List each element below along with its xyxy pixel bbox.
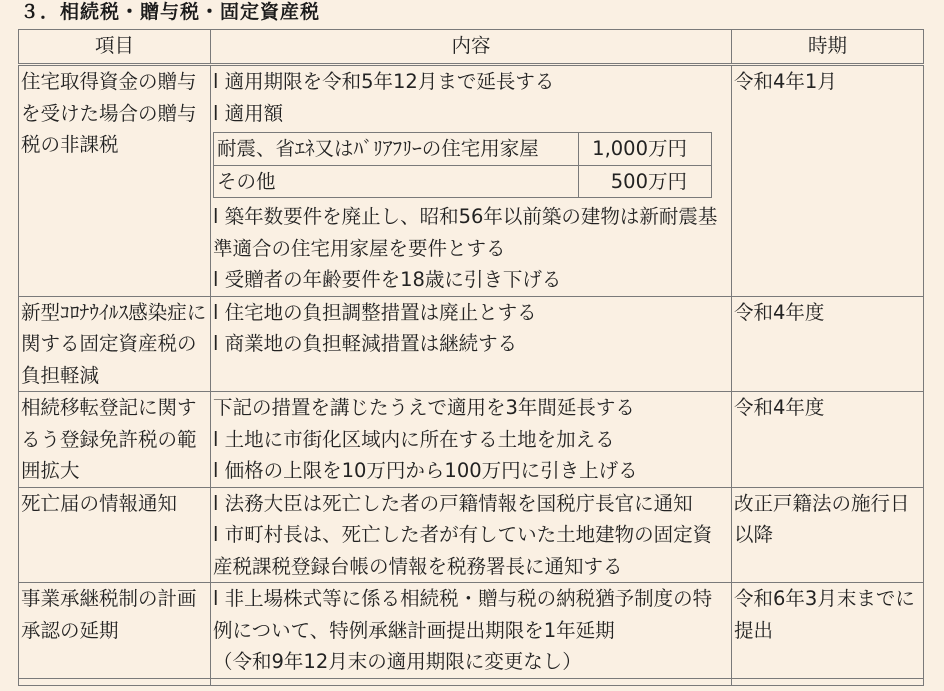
- content-line: l 法務大臣は死亡した者の戸籍情報を国税庁長官に通知: [213, 491, 693, 515]
- row-period: 令和4年1月: [732, 65, 924, 297]
- content-line: l 適用額: [213, 101, 284, 125]
- table-row: [19, 392, 924, 488]
- row-content-partial: [211, 678, 732, 685]
- amount-label: その他: [214, 165, 579, 198]
- row-period: 令和6年3月末までに提出: [732, 583, 924, 679]
- row-item: 事業承継税制の計画承認の延期: [19, 583, 211, 679]
- row-item: 新型ｺﾛﾅｳｲﾙｽ感染症に関する固定資産税の負担軽減: [19, 296, 211, 392]
- content-line: （令和9年12月末の適用期限に変更なし）: [213, 650, 582, 673]
- row-content: [211, 65, 732, 297]
- amounts-table: [213, 132, 712, 198]
- content-line: l 築年数要件を廃止し、昭和56年以前築の建物は新耐震基準適合の住宅用家屋を要件とする: [213, 205, 718, 260]
- content-line: l 土地に市街化区域内に所在する土地を加える: [213, 427, 615, 451]
- amounts-row: [214, 133, 712, 166]
- amounts-row: [214, 165, 712, 198]
- row-period: 令和4年度: [732, 296, 924, 392]
- row-item: 死亡届の情報通知: [19, 487, 211, 583]
- row-period-partial: [732, 678, 924, 685]
- row-period: 改正戸籍法の施行日以降: [732, 487, 924, 583]
- content-line: l 商業地の負担軽減措置は継続する: [213, 332, 518, 355]
- section-title: ３．相続税・贈与税・固定資産税: [20, 1, 321, 23]
- table-row: [19, 487, 924, 583]
- row-item-partial: [19, 678, 211, 685]
- header-content: 内容: [211, 30, 732, 65]
- table-row-partial: [19, 678, 924, 685]
- table-row: [19, 296, 924, 392]
- header-item: 項目: [19, 30, 211, 65]
- row-content: [211, 583, 732, 679]
- content-line: 下記の措置を講じたうえで適用を3年間延長する: [213, 396, 635, 419]
- row-content: [211, 487, 732, 583]
- row-content: [211, 392, 732, 488]
- table-row: [19, 583, 924, 679]
- amount-label: 耐震、省ｴﾈ又はﾊﾞﾘｱﾌﾘｰの住宅用家屋: [214, 133, 579, 166]
- content-line: l 価格の上限を10万円から100万円に引き上げる: [213, 459, 638, 482]
- amount-value: 500万円: [579, 165, 712, 198]
- row-item: 住宅取得資金の贈与を受けた場合の贈与税の非課税: [19, 65, 211, 297]
- amount-value: 1,000万円: [579, 133, 712, 166]
- row-item: 相続移転登記に関するう登録免許税の範囲拡大: [19, 392, 211, 488]
- content-line: l 市町村長は、死亡した者が有していた土地建物の固定資産税課税登録台帳の情報を税務署長に通知する: [213, 523, 713, 578]
- table-header-row: [19, 30, 924, 65]
- content-line: l 適用期限を令和5年12月まで延長する: [213, 70, 555, 93]
- row-period: 令和4年度: [732, 392, 924, 488]
- content-line: l 住宅地の負担調整措置は廃止とする: [213, 300, 537, 324]
- row-content: [211, 296, 732, 392]
- tax-reform-table: [18, 29, 924, 686]
- table-row: [19, 65, 924, 297]
- content-line: l 受贈者の年齢要件を18歳に引き下げる: [213, 268, 562, 291]
- header-period: 時期: [732, 30, 924, 65]
- content-line: l 非上場株式等に係る相続税・贈与税の納税猶予制度の特例について、特例承継計画提出期限を1年延期: [213, 587, 713, 642]
